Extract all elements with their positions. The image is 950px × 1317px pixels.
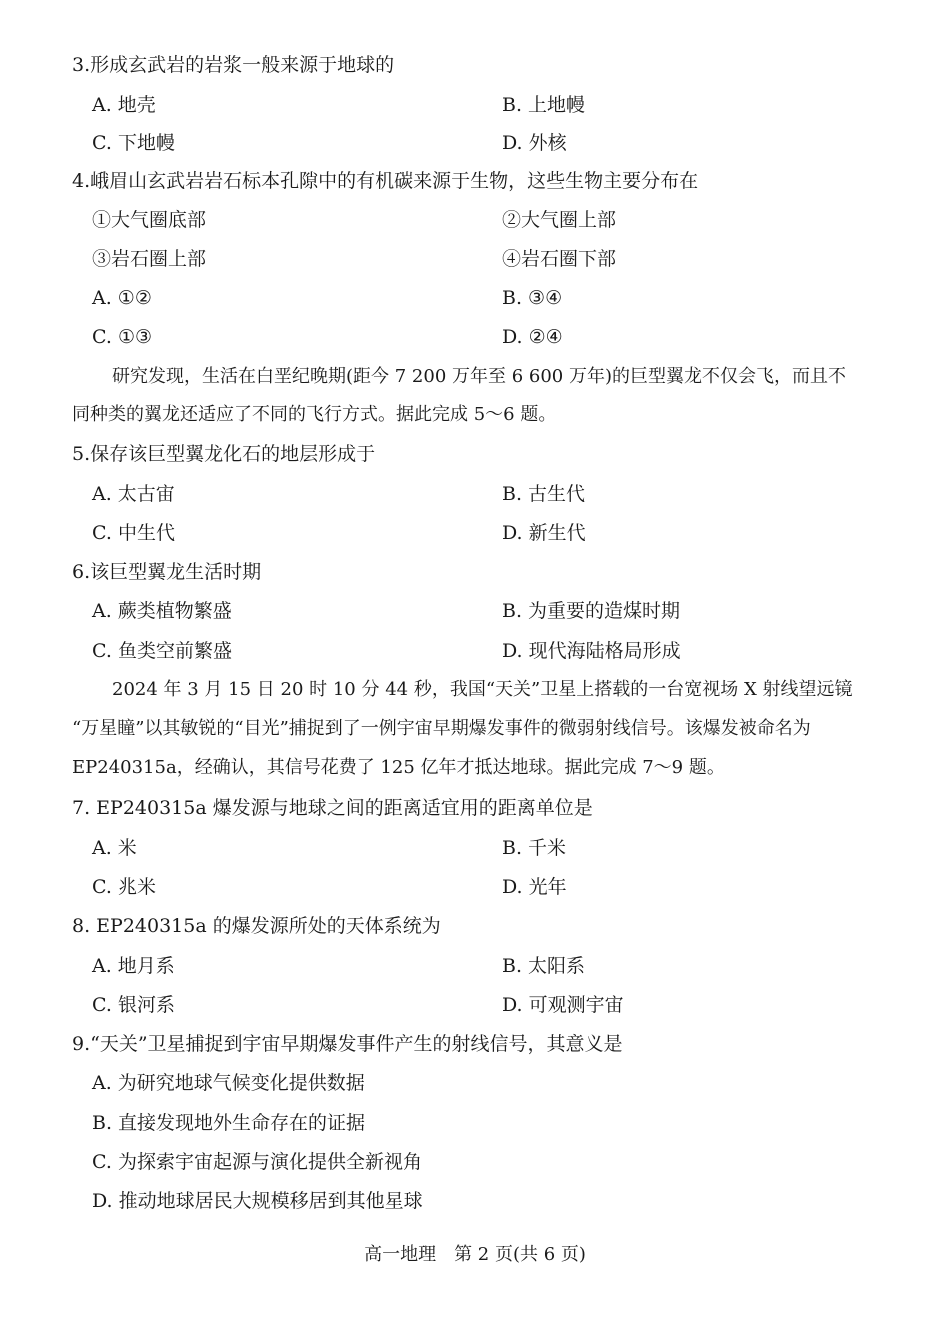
q7-option-a: A. 米 [92,837,137,859]
question-5-stem: 5.保存该巨型翼龙化石的地层形成于 [72,443,376,465]
q4-item-4: ④岩石圈下部 [502,248,617,270]
passage-1-line-1: 研究发现，生活在白垩纪晚期(距今 7 200 万年至 6 600 万年)的巨型翼龙不仅会飞，而且不 [112,366,846,387]
q9-option-a: A. 为研究地球气候变化提供数据 [92,1072,365,1094]
q8-option-b: B. 太阳系 [502,955,586,977]
q7-option-b: B. 千米 [502,837,567,859]
q5-option-c: C. 中生代 [92,522,175,544]
question-9-stem: 9.“天关”卫星捕捉到宇宙早期爆发事件产生的射线信号，其意义是 [72,1033,623,1055]
q4-item-2: ②大气圈上部 [502,209,617,231]
question-4-stem: 4.峨眉山玄武岩岩石标本孔隙中的有机碳来源于生物，这些生物主要分布在 [72,170,699,192]
passage-2-line-2: “万星瞳”以其敏锐的“目光”捕捉到了一例宇宙早期爆发事件的微弱射线信号。该爆发被命名为 [72,718,811,739]
question-3-stem: 3.形成玄武岩的岩浆一般来源于地球的 [72,54,395,76]
passage-2-line-1: 2024 年 3 月 15 日 20 时 10 分 44 秒，我国“天关”卫星上搭载的一台宽视场 X 射线望远镜 [112,679,853,700]
q5-option-a: A. 太古宙 [92,483,175,505]
q4-item-1: ①大气圈底部 [92,209,207,231]
q7-option-d: D. 光年 [502,876,567,898]
q8-option-d: D. 可观测宇宙 [502,994,624,1016]
q3-option-a: A. 地壳 [92,94,156,116]
q6-option-b: B. 为重要的造煤时期 [502,600,681,622]
passage-1-line-2: 同种类的翼龙还适应了不同的飞行方式。据此完成 5～6 题。 [72,404,557,425]
q3-option-d: D. 外核 [502,132,567,154]
q8-option-c: C. 银河系 [92,994,175,1016]
page-footer: 高一地理 第 2 页(共 6 页) [364,1244,586,1265]
q8-option-a: A. 地月系 [92,955,175,977]
q9-option-b: B. 直接发现地外生命存在的证据 [92,1112,366,1134]
q3-option-b: B. 上地幔 [502,94,586,116]
question-8-stem: 8. EP240315a 的爆发源所处的天体系统为 [72,915,441,937]
question-6-stem: 6.该巨型翼龙生活时期 [72,561,262,583]
q9-option-c: C. 为探索宇宙起源与演化提供全新视角 [92,1151,422,1173]
q7-option-c: C. 兆米 [92,876,156,898]
q5-option-d: D. 新生代 [502,522,586,544]
q4-option-c: C. ①③ [92,326,153,348]
question-7-stem: 7. EP240315a 爆发源与地球之间的距离适宜用的距离单位是 [72,797,593,819]
q6-option-a: A. 蕨类植物繁盛 [92,600,232,622]
q4-option-b: B. ③④ [502,287,563,309]
q6-option-d: D. 现代海陆格局形成 [502,640,681,662]
q9-option-d: D. 推动地球居民大规模移居到其他星球 [92,1190,423,1212]
q4-option-d: D. ②④ [502,326,563,348]
q4-item-3: ③岩石圈上部 [92,248,207,270]
q6-option-c: C. 鱼类空前繁盛 [92,640,232,662]
q5-option-b: B. 古生代 [502,483,586,505]
q3-option-c: C. 下地幔 [92,132,175,154]
q4-option-a: A. ①② [92,287,152,309]
passage-2-line-3: EP240315a，经确认，其信号花费了 125 亿年才抵达地球。据此完成 7～9 题。 [72,757,725,778]
